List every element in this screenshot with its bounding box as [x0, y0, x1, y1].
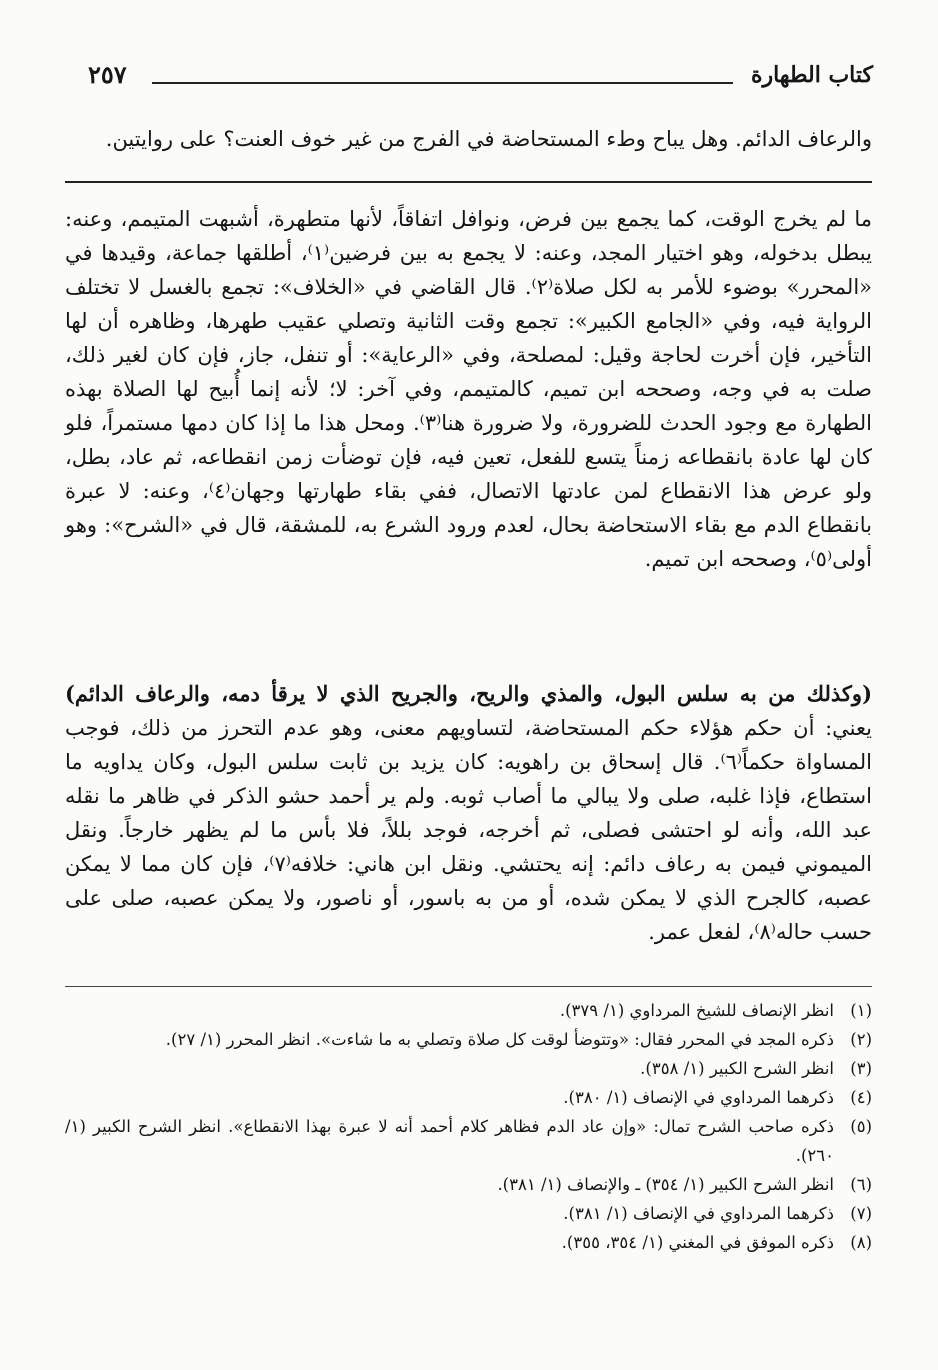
chapter-title: كتاب الطهارة	[750, 62, 873, 88]
footnote-text: انظر الشرح الكبير (١/ ٣٥٨).	[640, 1059, 834, 1078]
footnote-number: (٦)	[850, 1175, 872, 1194]
footnote-text: ذكره المجد في المحرر فقال: «وتتوضأ لوقت كل صلاة وتصلي به ما شاءت». انظر المحرر (١/ ٢٧).	[165, 1030, 834, 1049]
footnote-number: (٨)	[850, 1233, 872, 1252]
commentary-paragraph-1: ما لم يخرج الوقت، كما يجمع بين فرض، ونوافل اتفاقاً، لأنها متطهرة، أشبهت المتيمم، وعنه: يبطل بدخوله، وهو اختيار المجد، وعنه: لا يجمع به بين فرضين⁽١⁾، أطلقها جماعة، وقيدها في «المحرر» بوضوء للأمر به لكل صلاة⁽٢⁾. قال القاضي في «الخلاف»: تجمع بالغسل لا تختلف الرواية فيه، وفي «الجامع الكبير»: تجمع وقت الثانية وتصلي عقيب طهرها، وظاهره أن لها التأخير، فإن أخرت لحاجة وقيل: لمصلحة، وفي «الرعاية»: أو تنفل، جاز، فإن كان لغير ذلك، صلت به في وجه، وصححه ابن تميم، كالمتيمم، وفي آخر: لا؛ لأنه إنما أُبيح لها الصلاة بهذه الطهارة مع وجود الحدث للضرورة، ولا ضرورة هنا⁽٣⁾. ومحل هذا ما إذا كان دمها مستمراً، فلو كان لها عادة بانقطاعه زمناً يتسع للفعل، تعين فيه، فإن توضأت زمن انقطاعه، ثم عاد، بطل، ولو عرض هذا الانقطاع لمن عادتها الاتصال، ففي بقاء طهارتها وجهان⁽٤⁾، وعنه: لا عبرة بانقطاع الدم مع بقاء الاستحاضة بحال، لعدم ورود الشرع به، للمشقة، قال في «الشرح»: وهو أولى⁽٥⁾، وصححه ابن تميم.	[65, 207, 872, 571]
running-header	[88, 60, 873, 94]
footnote-text: ذكره صاحب الشرح تمال: «وإن عاد الدم فظاهر كلام أحمد أنه لا عبرة بهذا الانقطاع». انظر الشرح الكبير (١/ ٢٦٠).	[65, 1117, 834, 1165]
footnote	[65, 1054, 872, 1083]
footnote	[65, 1199, 872, 1228]
main-text-line: والرعاف الدائم. وهل يباح وطء المستحاضة في الفرج من غير خوف العنت؟ على روايتين.	[105, 127, 872, 151]
footnote	[65, 1025, 872, 1054]
footnote-number: (٧)	[850, 1204, 872, 1223]
footnote-number: (٢)	[850, 1030, 872, 1049]
page-number: ٢٥٧	[88, 60, 127, 89]
footnote	[65, 1228, 872, 1257]
footnotes-list	[65, 996, 872, 1257]
footnote-number: (٥)	[850, 1117, 872, 1136]
commentary-text: يعني: أن حكم هؤلاء حكم المستحاضة، لتساويهم معنى، وهو عدم التحرز من ذلك، فوجب المساواة حكماً⁽٦⁾. قال إسحاق بن راهويه: كان يزيد بن ثابت سلس البول، وكان يداويه ما استطاع، فإذا غلبه، صلى ولا يبالي ما أصاب ثوبه. ولم ير أحمد حشو الذكر في ظاهر ما نقله عبد الله، وأنه لو احتشى فصلى، ثم أخرجه، فوجد بللاً، فلا بأس ما لم يظهر خارجاً. ونقل الميموني فيمن به رعاف دائم: إنه يحتشي. ونقل ابن هاني: خلافه⁽٧⁾، فإن كان مما لا يمكن عصبه، كالجرح الذي لا يمكن شده، أو من به باسور، أو ناصور، ولا يمكن عصبه، صلى على حسب حاله⁽٨⁾، لفعل عمر.	[65, 716, 872, 944]
footnote	[65, 1170, 872, 1199]
footnote	[65, 996, 872, 1025]
footnote-number: (٣)	[850, 1059, 872, 1078]
footnote-divider	[65, 986, 872, 987]
quoted-matn: (وكذلك من به سلس البول، والمذي والريح، والجريح الذي لا يرقأ دمه، والرعاف الدائم)	[65, 681, 872, 706]
footnote-text: انظر الإنصاف للشيخ المرداوي (١/ ٣٧٩).	[559, 1001, 834, 1020]
section-divider	[65, 181, 872, 183]
header-rule	[152, 82, 733, 84]
footnote	[65, 1112, 872, 1170]
footnote-text: ذكرهما المرداوي في الإنصاف (١/ ٣٨٠).	[563, 1088, 834, 1107]
commentary-paragraph-2	[65, 677, 872, 949]
footnote-number: (١)	[850, 1001, 872, 1020]
footnote-text: ذكره الموفق في المغني (١/ ٣٥٤، ٣٥٥).	[561, 1233, 834, 1252]
footnote-text: انظر الشرح الكبير (١/ ٣٥٤) ـ والإنصاف (١/ ٣٨١).	[497, 1175, 834, 1194]
footnote	[65, 1083, 872, 1112]
footnote-text: ذكرهما المرداوي في الإنصاف (١/ ٣٨١).	[563, 1204, 834, 1223]
footnote-number: (٤)	[850, 1088, 872, 1107]
